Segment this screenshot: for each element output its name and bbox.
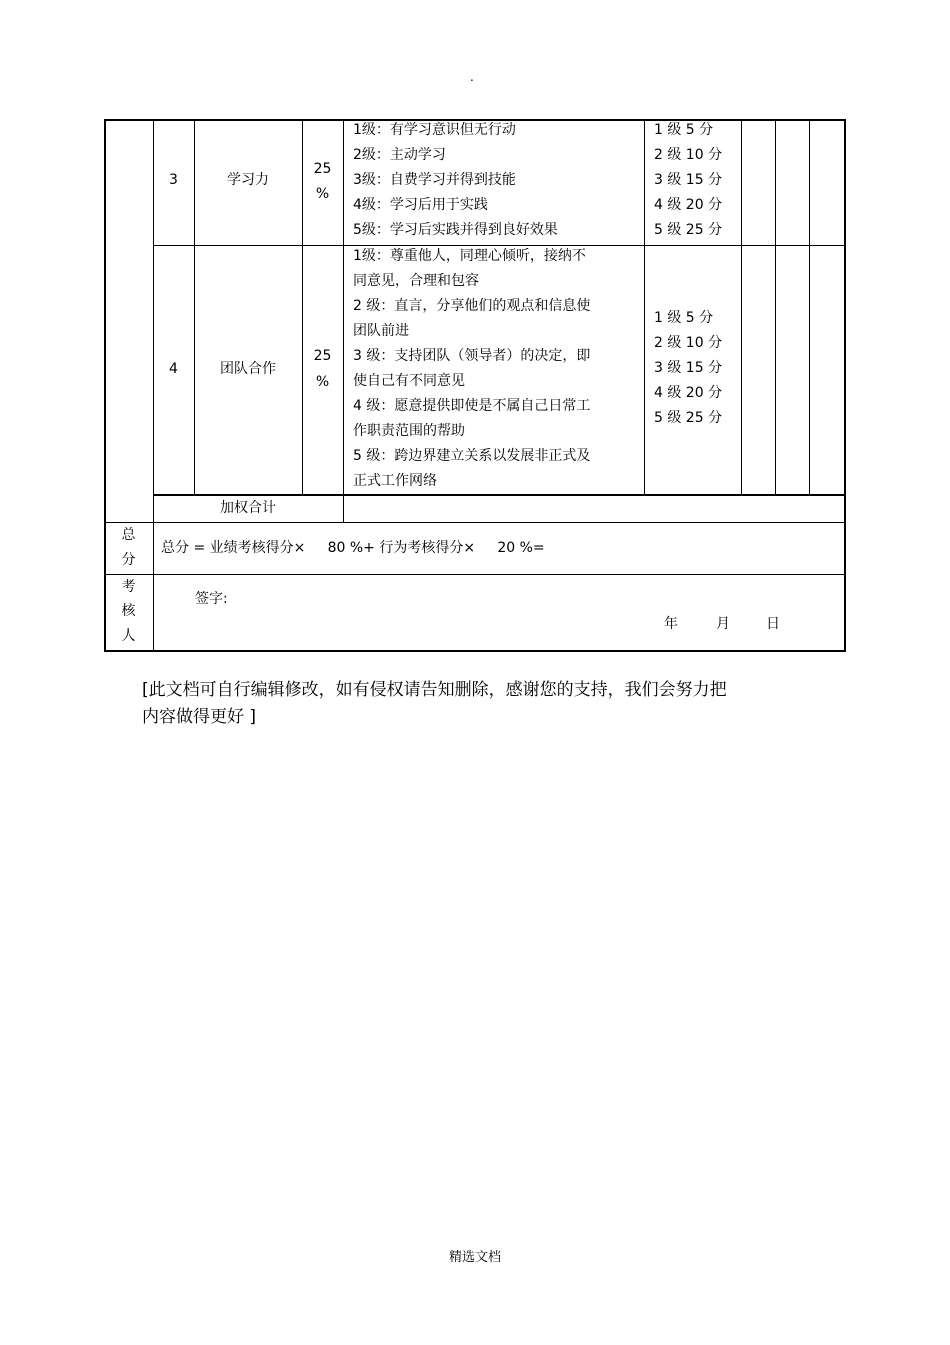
total-label-line-1: 总 [121,527,136,543]
reviewer-label-line-1: 考 [121,579,136,595]
col-divider-extra-1 [775,119,776,495]
col-divider-weight [343,119,344,523]
row-4-level-line-5: 3 级：支持团队（领导者）的决定，即 [353,348,591,364]
row-3-score-2: 2 级 10 分 [654,147,723,163]
row-4-score-5: 5 级 25 分 [654,410,723,426]
edit-notice [142,677,727,731]
col-divider-label [153,119,154,652]
col-divider-scores [741,119,742,495]
row-4-level-line-6: 使自己有不同意见 [353,373,465,389]
row-4-level-line-3: 2 级：直言，分享他们的观点和信息使 [353,298,591,314]
row-4-level-line-7: 4 级：愿意提供即使是不属自己日常工 [353,398,591,414]
header-dot: . [470,70,474,84]
total-formula: 总分 = 业绩考核得分× 80 %+ 行为考核得分× 20 %= [161,540,545,556]
row-3-level-1: 1级：有学习意识但无行动 [353,122,516,138]
signature-label: 签字: [195,591,228,607]
reviewer-label-line-3: 人 [121,628,136,644]
row-3-score-3: 3 级 15 分 [654,172,723,188]
row-4-name: 团队合作 [220,361,276,377]
row-divider-total [104,522,846,523]
row-4-weight-percent: % [315,374,330,390]
row-3-weight-percent: % [315,186,330,202]
date-month: 月 [716,616,730,632]
row-4-score-4: 4 级 20 分 [654,385,723,401]
row-3-score-1: 1 级 5 分 [654,122,714,138]
row-divider-reviewer [104,574,846,575]
col-divider-extra-2 [809,119,810,495]
row-4-level-line-8: 作职责范围的帮助 [353,423,465,439]
row-4-level-line-9: 5 级：跨边界建立关系以发展非正式及 [353,448,591,464]
table-bottom-border [104,650,846,652]
row-3-number: 3 [169,172,178,188]
row-4-number: 4 [169,361,178,377]
row-3-score-4: 4 级 20 分 [654,197,723,213]
row-3-level-4: 4级：学习后用于实践 [353,197,488,213]
weighted-total-label: 加权合计 [220,500,276,516]
table-right-border [844,119,846,652]
row-4-score-2: 2 级 10 分 [654,335,723,351]
date-year: 年 [664,616,678,632]
row-4-level-line-1: 1级：尊重他人，同理心倾听，接纳不 [353,248,586,264]
row-4-weight-number: 25 [313,348,332,364]
edit-notice-line-2: 内容做得更好 ] [142,707,257,727]
row-4-score-3: 3 级 15 分 [654,360,723,376]
row-4-score-1: 1 级 5 分 [654,310,714,326]
row-4-level-line-4: 团队前进 [353,323,409,339]
edit-notice-line-1: [此文档可自行编辑修改，如有侵权请告知删除，感谢您的支持，我们会努力把 [142,680,727,700]
date-day: 日 [766,616,780,632]
row-3-level-5: 5级：学习后实践并得到良好效果 [353,222,558,238]
total-label-line-2: 分 [121,552,136,568]
page-footer: 精选文档 [448,1250,501,1265]
row-3-weight-number: 25 [313,161,332,177]
evaluation-table [0,0,950,660]
reviewer-label-line-2: 核 [121,603,136,619]
row-3-name: 学习力 [227,172,269,188]
row-3-level-2: 2级：主动学习 [353,147,446,163]
row-3-score-5: 5 级 25 分 [654,222,723,238]
row-4-level-line-2: 同意见，合理和包容 [353,273,479,289]
row-3-level-3: 3级：自费学习并得到技能 [353,172,516,188]
col-divider-levels [644,119,645,495]
row-4-level-line-10: 正式工作网络 [353,473,437,489]
